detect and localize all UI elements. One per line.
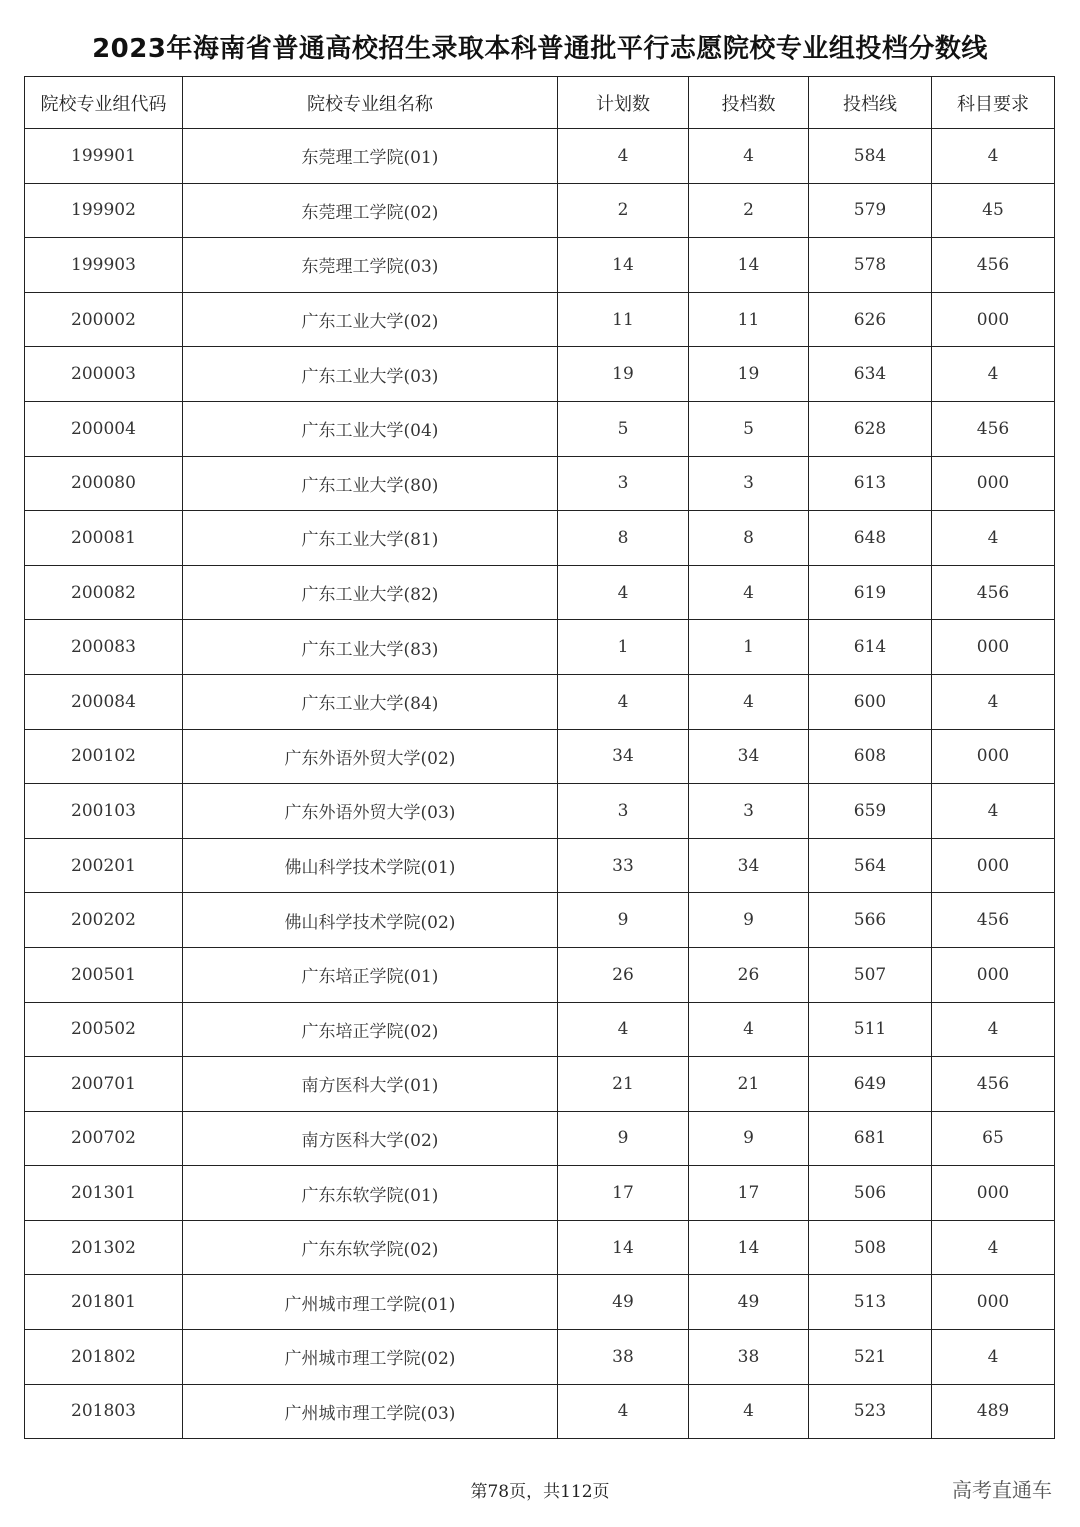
cell-plan-count: 33: [558, 838, 689, 893]
cell-cutoff-score: 507: [809, 947, 932, 1002]
cell-group-name: 广东工业大学(81): [183, 511, 558, 566]
cell-group-name: 广东东软学院(02): [183, 1220, 558, 1275]
cell-plan-count: 4: [558, 129, 689, 184]
cell-subject-requirement: 45: [932, 183, 1055, 238]
cell-filed-count: 4: [689, 674, 809, 729]
cell-subject-requirement: 000: [932, 1166, 1055, 1221]
cell-subject-requirement: 000: [932, 620, 1055, 675]
table-row: [25, 1330, 1055, 1385]
cell-group-code: 201801: [25, 1275, 183, 1330]
cell-plan-count: 19: [558, 347, 689, 402]
cell-subject-requirement: 4: [932, 511, 1055, 566]
table-row: [25, 511, 1055, 566]
page-number: 第78页，共112页: [470, 1482, 610, 1502]
cell-subject-requirement: 000: [932, 947, 1055, 1002]
cell-subject-requirement: 000: [932, 292, 1055, 347]
cell-group-code: 201802: [25, 1330, 183, 1385]
cell-group-code: 200501: [25, 947, 183, 1002]
cell-group-code: 200002: [25, 292, 183, 347]
table-row: [25, 292, 1055, 347]
cell-filed-count: 4: [689, 565, 809, 620]
table-row: [25, 238, 1055, 293]
cell-group-name: 广东东软学院(01): [183, 1166, 558, 1221]
cell-group-name: 广东培正学院(02): [183, 1002, 558, 1057]
header-cutoff-score: 投档线: [809, 77, 932, 129]
table-row: [25, 674, 1055, 729]
table-row: [25, 729, 1055, 784]
cell-filed-count: 14: [689, 1220, 809, 1275]
cell-filed-count: 9: [689, 1111, 809, 1166]
header-group-code: 院校专业组代码: [25, 77, 183, 129]
cell-group-name: 广东工业大学(04): [183, 401, 558, 456]
cell-plan-count: 1: [558, 620, 689, 675]
cell-plan-count: 34: [558, 729, 689, 784]
table-row: [25, 401, 1055, 456]
cell-plan-count: 2: [558, 183, 689, 238]
table-row: [25, 1057, 1055, 1112]
table-row: [25, 456, 1055, 511]
cell-filed-count: 34: [689, 838, 809, 893]
table-row: [25, 1220, 1055, 1275]
cell-plan-count: 21: [558, 1057, 689, 1112]
table-row: [25, 947, 1055, 1002]
cell-filed-count: 38: [689, 1330, 809, 1385]
header-row: [25, 77, 1055, 129]
table-row: [25, 1275, 1055, 1330]
cell-group-code: 199901: [25, 129, 183, 184]
cell-cutoff-score: 619: [809, 565, 932, 620]
cell-filed-count: 21: [689, 1057, 809, 1112]
cell-filed-count: 49: [689, 1275, 809, 1330]
cell-subject-requirement: 000: [932, 729, 1055, 784]
cell-subject-requirement: 4: [932, 1330, 1055, 1385]
cell-subject-requirement: 4: [932, 1002, 1055, 1057]
cell-group-code: 199902: [25, 183, 183, 238]
cell-group-code: 200083: [25, 620, 183, 675]
cell-cutoff-score: 511: [809, 1002, 932, 1057]
cell-subject-requirement: 456: [932, 565, 1055, 620]
cell-group-name: 广东工业大学(03): [183, 347, 558, 402]
cell-group-code: 201302: [25, 1220, 183, 1275]
cell-group-name: 东莞理工学院(03): [183, 238, 558, 293]
cell-plan-count: 4: [558, 1384, 689, 1439]
cell-filed-count: 11: [689, 292, 809, 347]
cell-group-name: 广东外语外贸大学(02): [183, 729, 558, 784]
cell-group-name: 广东培正学院(01): [183, 947, 558, 1002]
cell-plan-count: 26: [558, 947, 689, 1002]
cell-plan-count: 8: [558, 511, 689, 566]
cell-group-code: 199903: [25, 238, 183, 293]
cell-filed-count: 3: [689, 784, 809, 839]
cell-plan-count: 9: [558, 1111, 689, 1166]
cell-subject-requirement: 000: [932, 1275, 1055, 1330]
cell-cutoff-score: 513: [809, 1275, 932, 1330]
cell-filed-count: 1: [689, 620, 809, 675]
cell-filed-count: 34: [689, 729, 809, 784]
cell-filed-count: 3: [689, 456, 809, 511]
cell-plan-count: 49: [558, 1275, 689, 1330]
cell-filed-count: 14: [689, 238, 809, 293]
cell-group-name: 广东工业大学(82): [183, 565, 558, 620]
cell-filed-count: 9: [689, 893, 809, 948]
table-row: [25, 129, 1055, 184]
cell-group-name: 广东工业大学(80): [183, 456, 558, 511]
cell-cutoff-score: 578: [809, 238, 932, 293]
cell-plan-count: 3: [558, 456, 689, 511]
cell-group-name: 广东工业大学(83): [183, 620, 558, 675]
cell-group-code: 200502: [25, 1002, 183, 1057]
table-row: [25, 1111, 1055, 1166]
cell-subject-requirement: 456: [932, 1057, 1055, 1112]
cell-cutoff-score: 506: [809, 1166, 932, 1221]
cell-group-code: 200003: [25, 347, 183, 402]
table-row: [25, 620, 1055, 675]
table-header: [25, 77, 1055, 129]
cell-plan-count: 14: [558, 238, 689, 293]
cell-cutoff-score: 681: [809, 1111, 932, 1166]
cell-group-code: 200103: [25, 784, 183, 839]
table-row: [25, 893, 1055, 948]
cell-group-name: 广州城市理工学院(01): [183, 1275, 558, 1330]
cell-plan-count: 4: [558, 1002, 689, 1057]
cell-group-code: 200080: [25, 456, 183, 511]
cell-subject-requirement: 4: [932, 674, 1055, 729]
table-row: [25, 838, 1055, 893]
cell-filed-count: 17: [689, 1166, 809, 1221]
cell-subject-requirement: 456: [932, 238, 1055, 293]
header-plan-count: 计划数: [558, 77, 689, 129]
cell-cutoff-score: 634: [809, 347, 932, 402]
cell-plan-count: 5: [558, 401, 689, 456]
cell-cutoff-score: 613: [809, 456, 932, 511]
cell-plan-count: 11: [558, 292, 689, 347]
table-row: [25, 183, 1055, 238]
cell-subject-requirement: 000: [932, 456, 1055, 511]
cell-group-code: 200084: [25, 674, 183, 729]
cell-group-code: 200082: [25, 565, 183, 620]
cell-plan-count: 3: [558, 784, 689, 839]
cell-group-code: 200201: [25, 838, 183, 893]
cell-filed-count: 5: [689, 401, 809, 456]
cell-group-code: 200702: [25, 1111, 183, 1166]
cell-plan-count: 38: [558, 1330, 689, 1385]
cell-plan-count: 4: [558, 565, 689, 620]
score-table-container: [24, 76, 1054, 1439]
cell-cutoff-score: 523: [809, 1384, 932, 1439]
table-body: [25, 129, 1055, 1439]
cell-filed-count: 4: [689, 1002, 809, 1057]
cell-group-code: 200701: [25, 1057, 183, 1112]
cell-cutoff-score: 628: [809, 401, 932, 456]
cell-cutoff-score: 584: [809, 129, 932, 184]
cell-group-name: 广东工业大学(02): [183, 292, 558, 347]
cell-filed-count: 8: [689, 511, 809, 566]
cell-cutoff-score: 608: [809, 729, 932, 784]
cell-group-code: 200081: [25, 511, 183, 566]
cell-subject-requirement: 4: [932, 1220, 1055, 1275]
cell-cutoff-score: 564: [809, 838, 932, 893]
cell-subject-requirement: 456: [932, 401, 1055, 456]
cell-subject-requirement: 4: [932, 784, 1055, 839]
cell-cutoff-score: 649: [809, 1057, 932, 1112]
table-row: [25, 347, 1055, 402]
cell-group-name: 广东工业大学(84): [183, 674, 558, 729]
cell-subject-requirement: 000: [932, 838, 1055, 893]
table-row: [25, 784, 1055, 839]
header-filed-count: 投档数: [689, 77, 809, 129]
cell-plan-count: 9: [558, 893, 689, 948]
cell-group-name: 南方医科大学(02): [183, 1111, 558, 1166]
score-table: [24, 76, 1055, 1439]
cell-group-name: 佛山科学技术学院(02): [183, 893, 558, 948]
table-row: [25, 1166, 1055, 1221]
table-row: [25, 1384, 1055, 1439]
cell-group-code: 201803: [25, 1384, 183, 1439]
cell-filed-count: 4: [689, 1384, 809, 1439]
header-subject-requirement: 科目要求: [932, 77, 1055, 129]
cell-group-name: 广州城市理工学院(03): [183, 1384, 558, 1439]
cell-subject-requirement: 65: [932, 1111, 1055, 1166]
cell-group-name: 广东外语外贸大学(03): [183, 784, 558, 839]
cell-filed-count: 2: [689, 183, 809, 238]
cell-cutoff-score: 614: [809, 620, 932, 675]
cell-filed-count: 4: [689, 129, 809, 184]
page-title: 2023年海南省普通高校招生录取本科普通批平行志愿院校专业组投档分数线: [92, 34, 988, 64]
cell-cutoff-score: 521: [809, 1330, 932, 1385]
cell-group-name: 南方医科大学(01): [183, 1057, 558, 1112]
header-group-name: 院校专业组名称: [183, 77, 558, 129]
cell-subject-requirement: 489: [932, 1384, 1055, 1439]
cell-group-name: 东莞理工学院(02): [183, 183, 558, 238]
table-row: [25, 1002, 1055, 1057]
cell-filed-count: 26: [689, 947, 809, 1002]
cell-group-name: 东莞理工学院(01): [183, 129, 558, 184]
cell-cutoff-score: 600: [809, 674, 932, 729]
cell-plan-count: 4: [558, 674, 689, 729]
cell-cutoff-score: 566: [809, 893, 932, 948]
table-row: [25, 565, 1055, 620]
cell-filed-count: 19: [689, 347, 809, 402]
cell-plan-count: 14: [558, 1220, 689, 1275]
cell-subject-requirement: 456: [932, 893, 1055, 948]
cell-plan-count: 17: [558, 1166, 689, 1221]
cell-subject-requirement: 4: [932, 129, 1055, 184]
cell-cutoff-score: 579: [809, 183, 932, 238]
cell-group-code: 200004: [25, 401, 183, 456]
cell-group-code: 200102: [25, 729, 183, 784]
cell-cutoff-score: 626: [809, 292, 932, 347]
cell-group-name: 广州城市理工学院(02): [183, 1330, 558, 1385]
cell-subject-requirement: 4: [932, 347, 1055, 402]
cell-group-code: 201301: [25, 1166, 183, 1221]
cell-group-code: 200202: [25, 893, 183, 948]
cell-cutoff-score: 508: [809, 1220, 932, 1275]
cell-group-name: 佛山科学技术学院(01): [183, 838, 558, 893]
cell-cutoff-score: 659: [809, 784, 932, 839]
watermark-text: 高考直通车: [952, 1478, 1052, 1502]
cell-cutoff-score: 648: [809, 511, 932, 566]
